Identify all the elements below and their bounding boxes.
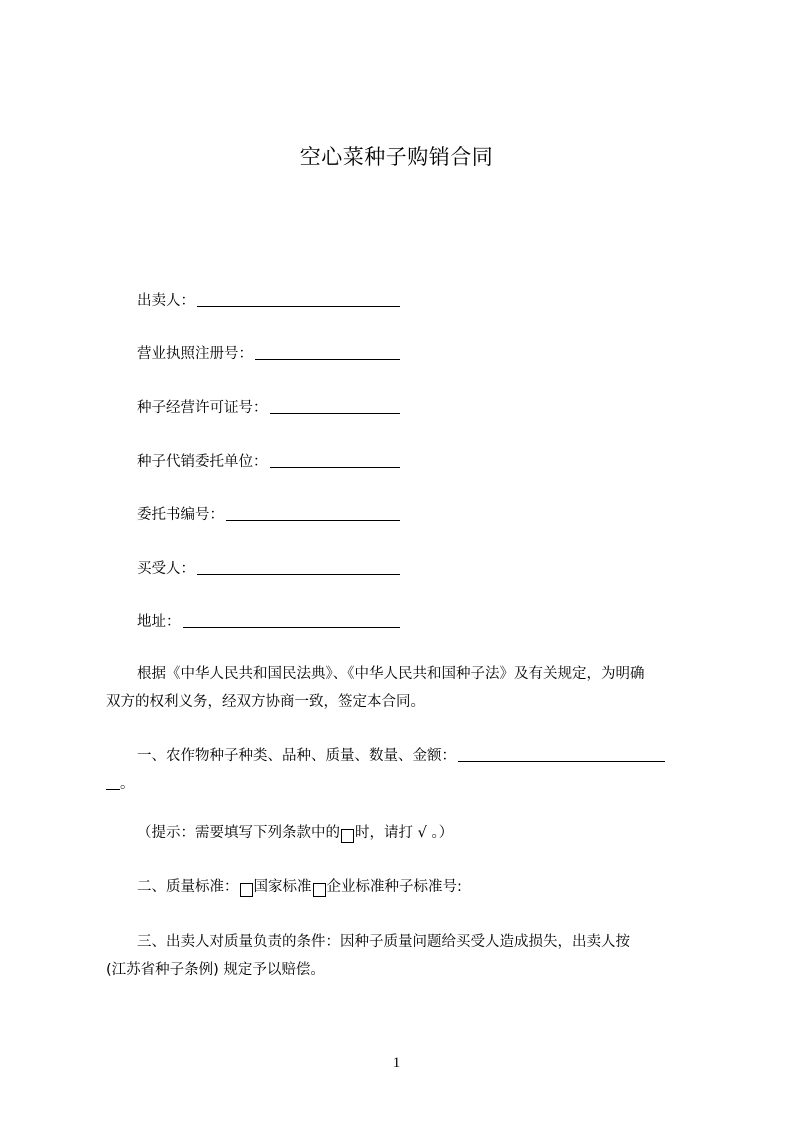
seed-license-label: 种子经营许可证号：: [137, 400, 268, 416]
clause-2-prefix: 二、质量标准：: [137, 879, 239, 895]
national-standard-label: 国家标准: [253, 879, 312, 895]
buyer-field: [137, 557, 400, 579]
clause-1-blank-line-continued[interactable]: [106, 789, 120, 790]
authorization-number-blank-line[interactable]: [226, 520, 400, 521]
seller-field: [137, 289, 400, 311]
consignment-unit-field: [137, 450, 400, 472]
clause-1-continuation: [106, 774, 135, 794]
clause-1-end: 。: [120, 776, 135, 792]
clause-1: [137, 746, 665, 766]
business-license-field: [137, 342, 400, 364]
business-license-label: 营业执照注册号：: [137, 346, 253, 362]
authorization-number-field: [137, 503, 400, 525]
consignment-unit-label: 种子代销委托单位：: [137, 454, 268, 470]
seed-license-field: [137, 396, 400, 418]
clause-3: [106, 928, 701, 984]
hint-text-after: 时，请打 √ 。）: [355, 825, 454, 841]
authorization-number-label: 委托书编号：: [137, 507, 224, 523]
clause-2: [137, 877, 462, 897]
seed-license-blank-line[interactable]: [270, 413, 401, 414]
enterprise-standard-label: 企业标准种子标准号:: [326, 879, 462, 895]
preamble-paragraph: [106, 660, 701, 716]
consignment-unit-blank-line[interactable]: [270, 467, 401, 468]
seller-blank-line[interactable]: [197, 306, 400, 307]
seller-label: 出卖人：: [137, 293, 195, 309]
clause-1-blank-line[interactable]: [458, 761, 665, 762]
address-field: [137, 610, 400, 632]
national-standard-checkbox[interactable]: [240, 883, 253, 897]
clause-3-line-2: (江苏省种子条例) 规定予以赔偿。: [106, 962, 325, 978]
document-title: 空心菜种子购销合同: [299, 145, 494, 169]
address-label: 地址：: [137, 614, 181, 630]
preamble-line-2: 双方的权利义务，经双方协商一致，签定本合同。: [106, 694, 425, 710]
page-number: 1: [392, 1055, 401, 1071]
hint-text-before: （提示：需要填写下列条款中的: [137, 825, 340, 841]
address-blank-line[interactable]: [183, 627, 401, 628]
business-license-blank-line[interactable]: [255, 359, 400, 360]
preamble-line-1: 根据《中华人民共和国民法典》、《中华人民共和国种子法》及有关规定，为明确: [137, 666, 645, 682]
buyer-blank-line[interactable]: [197, 574, 400, 575]
hint-line: [137, 823, 453, 843]
enterprise-standard-checkbox[interactable]: [313, 883, 326, 897]
buyer-label: 买受人：: [137, 561, 195, 577]
clause-1-text: 一、农作物种子种类、品种、质量、数量、金额：: [137, 748, 456, 764]
clause-3-line-1: 三、出卖人对质量负责的条件：因种子质量问题给买受人造成损失，出卖人按: [137, 934, 630, 950]
checkbox-icon: [341, 829, 354, 843]
